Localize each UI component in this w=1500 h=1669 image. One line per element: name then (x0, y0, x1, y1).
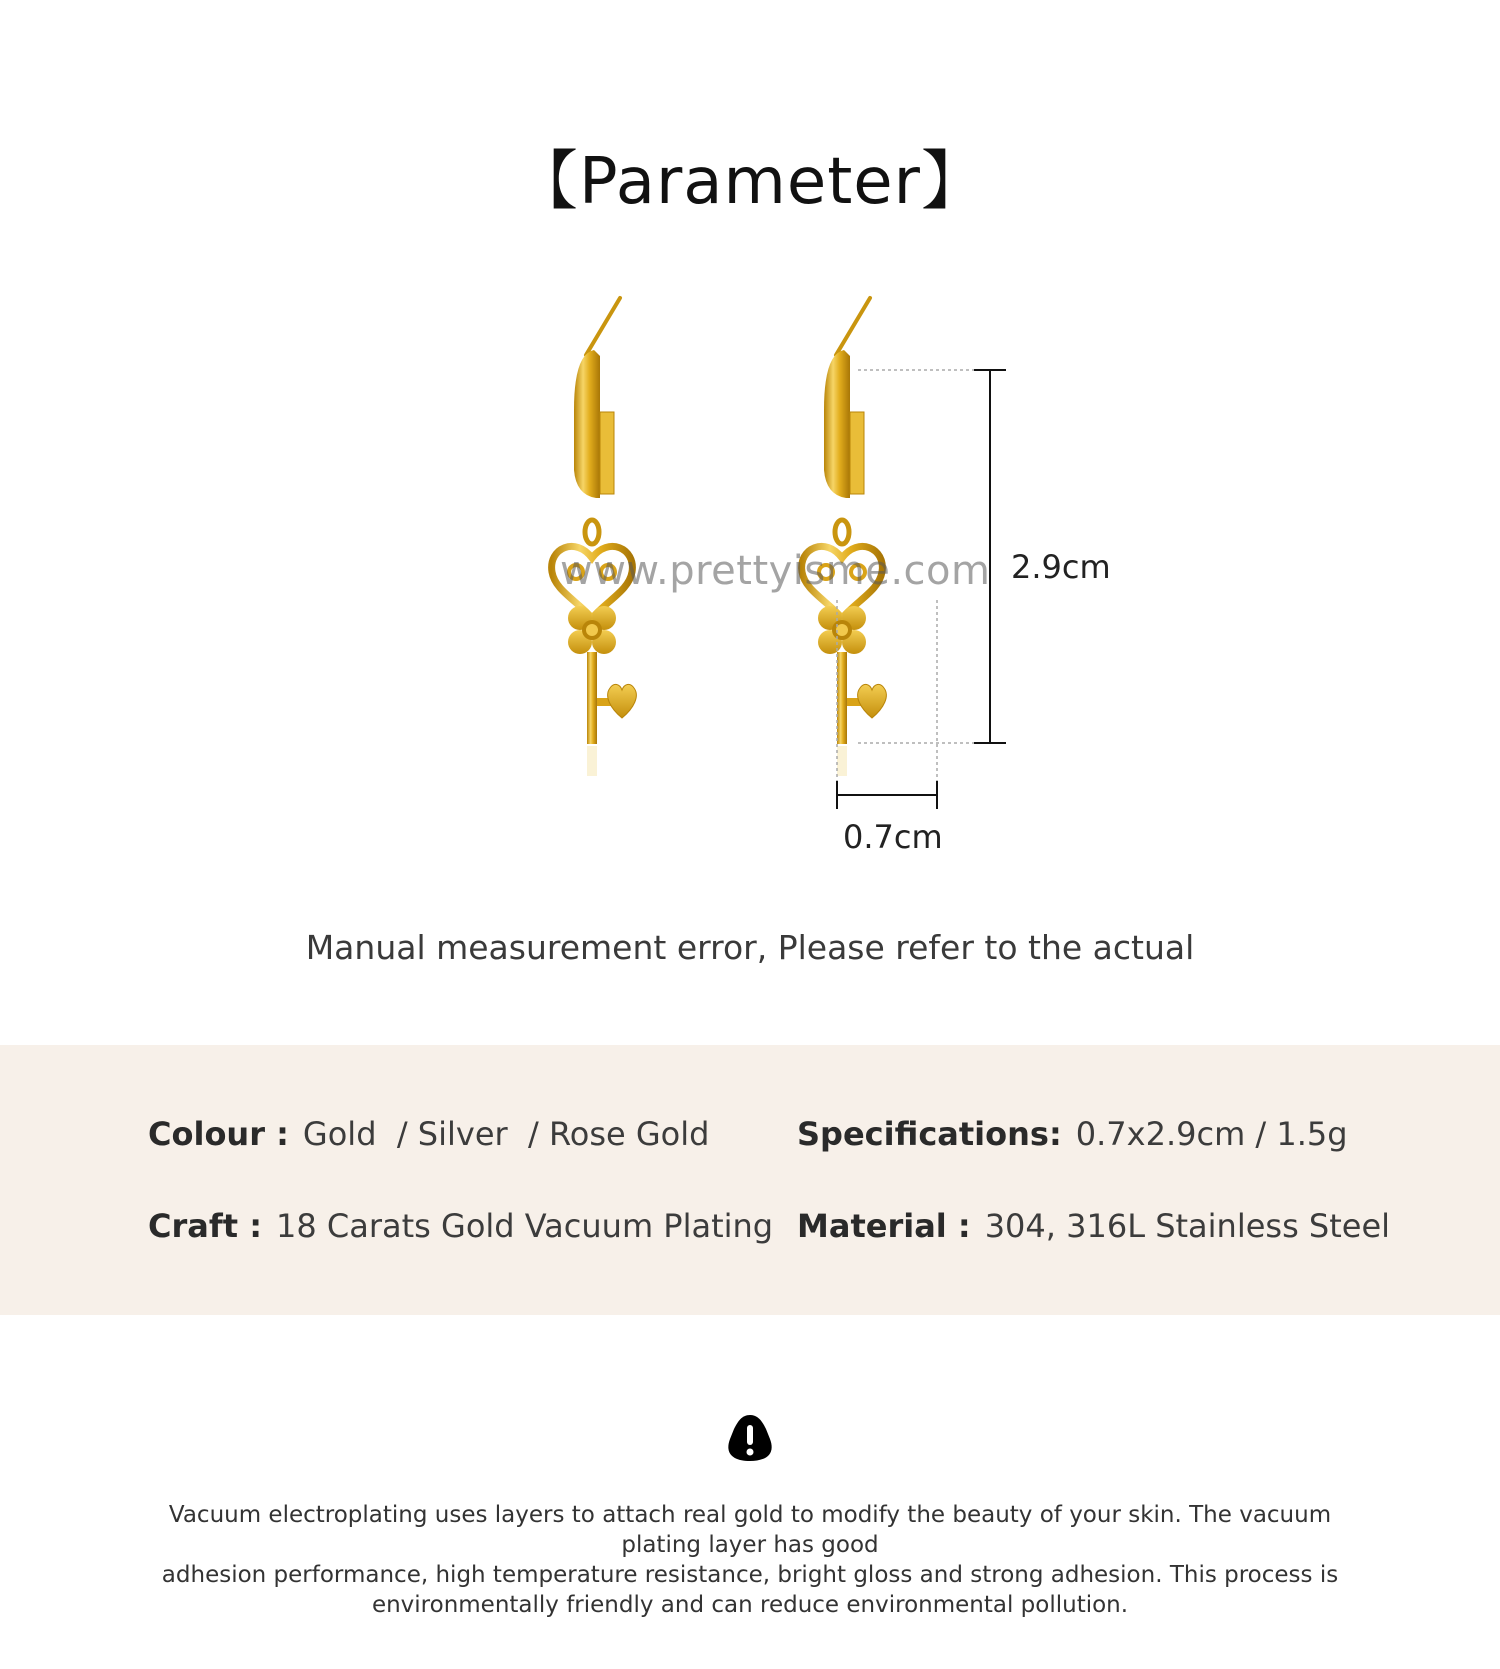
spec-craft (148, 1207, 773, 1245)
spec-craft-label: Craft : (148, 1207, 263, 1245)
plating-description (130, 1500, 1370, 1620)
spec-panel (0, 1045, 1500, 1315)
spec-specifications-label: Specifications: (797, 1115, 1062, 1153)
watermark: www.prettyisme.com (560, 548, 991, 594)
spec-material-label: Material : (797, 1207, 971, 1245)
measurement-note: Manual measurement error, Please refer to the actual (305, 928, 1195, 967)
plating-description-line-2: adhesion performance, high temperature resistance, bright gloss and strong adhesion. This process is (161, 1562, 1339, 1588)
plating-description-line-1: Vacuum electroplating uses layers to attach real gold to modify the beauty of your skin. The vacuum plating layer has good (168, 1502, 1332, 1558)
plating-description-line-3: environmentally friendly and can reduce environmental pollution. (371, 1592, 1129, 1618)
spec-colour-label: Colour : (148, 1115, 289, 1153)
spec-material-value: 304, 316L Stainless Steel (984, 1207, 1391, 1245)
spec-material (797, 1207, 1390, 1245)
width-dimension-label: 0.7cm (843, 818, 943, 856)
spec-colour (148, 1115, 709, 1153)
spec-colour-value: Gold / Silver / Rose Gold (302, 1115, 710, 1153)
spec-specifications-value: 0.7x2.9cm / 1.5g (1075, 1115, 1348, 1153)
spec-specifications (797, 1115, 1348, 1153)
height-dimension-label: 2.9cm (1011, 548, 1111, 586)
page-title: 【Parameter】 (514, 145, 986, 219)
spec-craft-value: 18 Carats Gold Vacuum Plating (276, 1207, 774, 1245)
warning-icon (727, 1413, 773, 1463)
